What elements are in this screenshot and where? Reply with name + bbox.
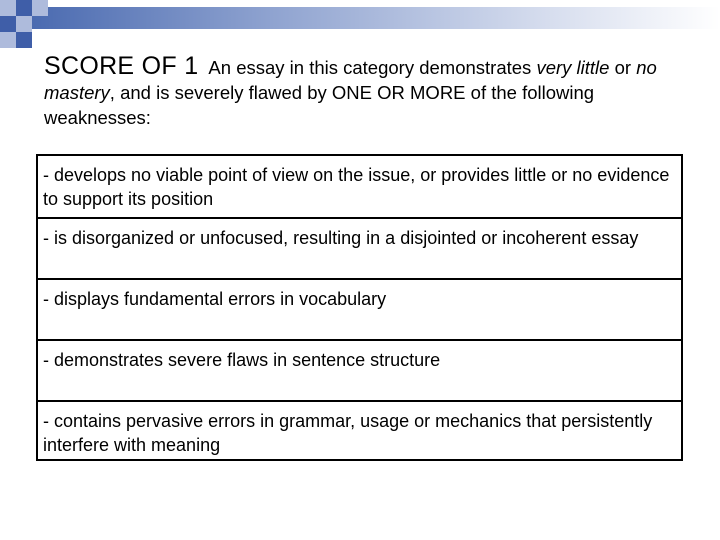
header-banner: [30, 7, 720, 29]
decor-square: [0, 32, 16, 48]
weakness-row: - demonstrates severe flaws in sentence structure: [38, 339, 681, 400]
weaknesses-table: [36, 154, 683, 461]
decor-square: [0, 16, 16, 32]
decor-square: [16, 16, 32, 32]
weakness-row: - displays fundamental errors in vocabulary: [38, 278, 681, 339]
intro-text: An essay in this category demonstrates: [208, 57, 537, 78]
score-title: SCORE OF 1: [44, 52, 199, 80]
decor-square: [16, 0, 32, 16]
decor-square: [32, 0, 48, 16]
intro-text: , and is severely flawed by ONE OR MORE of the following weaknesses:: [44, 82, 595, 128]
decor-square: [0, 0, 16, 16]
intro-emphasis: very little: [536, 57, 610, 78]
intro-emphasis: no mastery: [44, 57, 657, 103]
decor-square: [16, 32, 32, 48]
weakness-row: - develops no viable point of view on the issue, or provides little or no evidence to support its position: [43, 165, 670, 209]
intro-text: or: [609, 57, 637, 78]
score-description: [44, 54, 684, 130]
weakness-row: - contains pervasive errors in grammar, usage or mechanics that persistently interfere with meaning: [38, 400, 681, 459]
weakness-row: - is disorganized or unfocused, resulting in a disjointed or incoherent essay: [38, 217, 681, 278]
